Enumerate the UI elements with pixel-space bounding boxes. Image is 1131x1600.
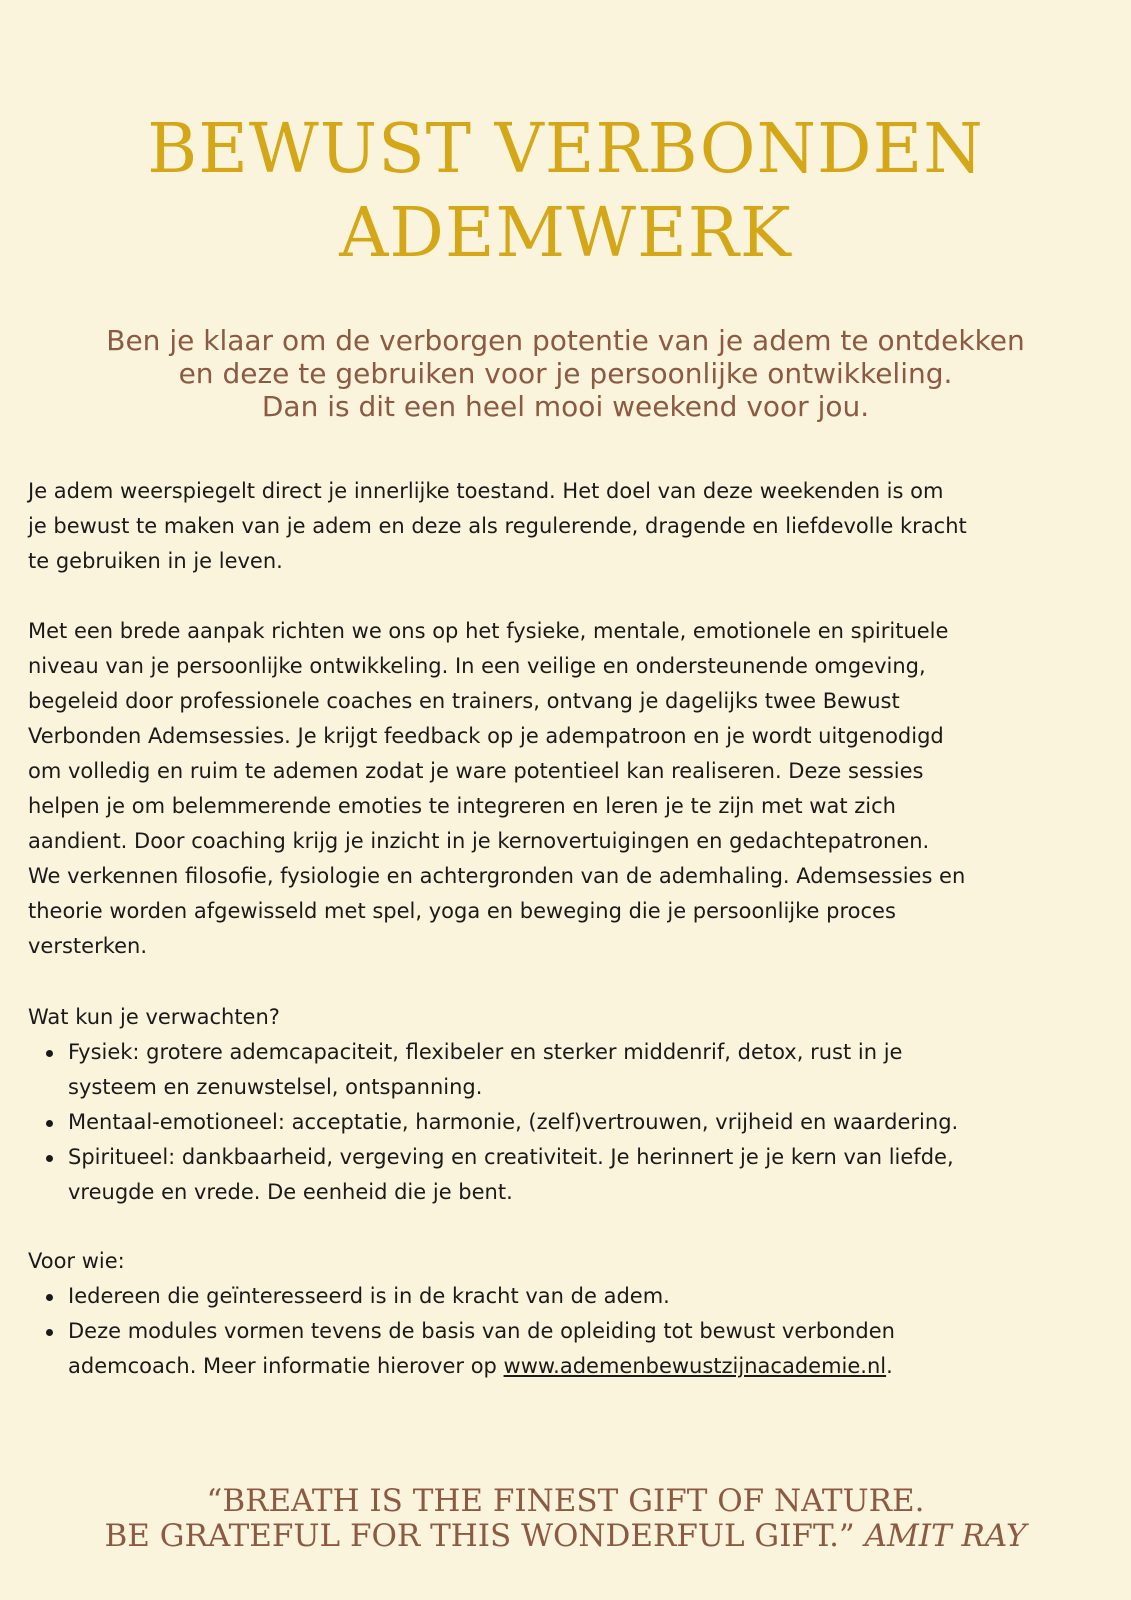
intro-line-1: Ben je klaar om de verborgen potentie van je adem te ontdekken: [106, 324, 1025, 357]
list-item: [28, 1279, 1108, 1314]
list-item-line: systeem en zenuwstelsel, ontspanning.: [68, 1075, 483, 1099]
paragraph-line: Verbonden Ademsessies. Je krijgt feedback op je adempatroon en je wordt uitgenodigd: [28, 724, 944, 748]
list-item-line: vreugde en vrede. De eenheid die je bent.: [68, 1180, 513, 1204]
quote-line-2: [0, 1519, 1131, 1554]
expectations-heading: Wat kun je verwachten?: [28, 1005, 280, 1029]
expectations-list: [28, 1035, 1108, 1210]
audience-heading: Voor wie:: [28, 1249, 125, 1273]
paragraph-line: theorie worden afgewisseld met spel, yoga en beweging die je persoonlijke proces: [28, 899, 896, 923]
page-title: [0, 108, 1131, 276]
paragraph-line: helpen je om belemmerende emoties te integreren en leren je te zijn met wat zich: [28, 794, 896, 818]
title-line-1: BEWUST VERBONDEN: [147, 110, 984, 189]
paragraph-line: niveau van je persoonlijke ontwikkeling. In een veilige en ondersteunende omgeving,: [28, 654, 926, 678]
list-item-line: Fysiek: grotere ademcapaciteit, flexibeler en sterker middenrif, detox, rust in je: [68, 1040, 903, 1064]
paragraph-line: om volledig en ruim te ademen zodat je ware potentieel kan realiseren. Deze sessies: [28, 759, 924, 783]
list-item-line: Deze modules vormen tevens de basis van de opleiding tot bewust verbonden: [68, 1319, 895, 1343]
paragraph-line: versterken.: [28, 934, 148, 958]
quote-line-1: “BREATH IS THE FINEST GIFT OF NATURE.: [206, 1483, 925, 1519]
paragraph-line: Je adem weerspiegelt direct je innerlijke toestand. Het doel van deze weekenden is om: [28, 479, 944, 503]
list-item: [28, 1105, 1108, 1140]
quote-author: AMIT RAY: [864, 1518, 1027, 1554]
intro-line-2: en deze te gebruiken voor je persoonlijke ontwikkeling.: [178, 357, 953, 390]
website-link[interactable]: www.ademenbewustzijnacademie.nl: [503, 1354, 887, 1378]
title-line-2: ADEMWERK: [339, 194, 792, 273]
list-item: [28, 1314, 1108, 1384]
paragraph-line: begeleid door professionele coaches en trainers, ontvang je dagelijks twee Bewust: [28, 689, 900, 713]
list-item-line: Mentaal-emotioneel: acceptatie, harmonie, (zelf)vertrouwen, vrijheid en waardering.: [68, 1110, 959, 1134]
audience-list: [28, 1279, 1108, 1384]
list-item-line: Iedereen die geïnteresseerd is in de kracht van de adem.: [68, 1284, 670, 1308]
intro-line-3: Dan is dit een heel mooi weekend voor jou.: [261, 390, 870, 423]
audience-section: [28, 1244, 1108, 1384]
closing-quote: [0, 1484, 1131, 1554]
paragraph-line: Met een brede aanpak richten we ons op het fysieke, mentale, emotionele en spirituele: [28, 619, 949, 643]
expectations-section: [28, 1000, 1108, 1210]
paragraph-line: je bewust te maken van je adem en deze als regulerende, dragende en liefdevolle kracht: [28, 514, 967, 538]
list-item-line: [68, 1349, 1108, 1384]
list-item-text: .: [886, 1354, 893, 1378]
paragraph-2: [28, 614, 1108, 964]
paragraph-1: [28, 474, 1108, 579]
paragraph-line: aandient. Door coaching krijg je inzicht in je kernovertuigingen en gedachtepatronen.: [28, 829, 930, 853]
quote-text: BE GRATEFUL FOR THIS WONDERFUL GIFT.”: [104, 1518, 865, 1554]
intro-text: [40, 324, 1091, 423]
list-item: [28, 1035, 1108, 1105]
paragraph-line: te gebruiken in je leven.: [28, 549, 283, 573]
paragraph-line: We verkennen filosofie, fysiologie en achtergronden van de ademhaling. Ademsessies en: [28, 864, 966, 888]
list-item: [28, 1140, 1108, 1210]
list-item-line: Spiritueel: dankbaarheid, vergeving en creativiteit. Je herinnert je je kern van liefde,: [68, 1145, 954, 1169]
list-item-text: ademcoach. Meer informatie hierover op: [68, 1354, 504, 1378]
